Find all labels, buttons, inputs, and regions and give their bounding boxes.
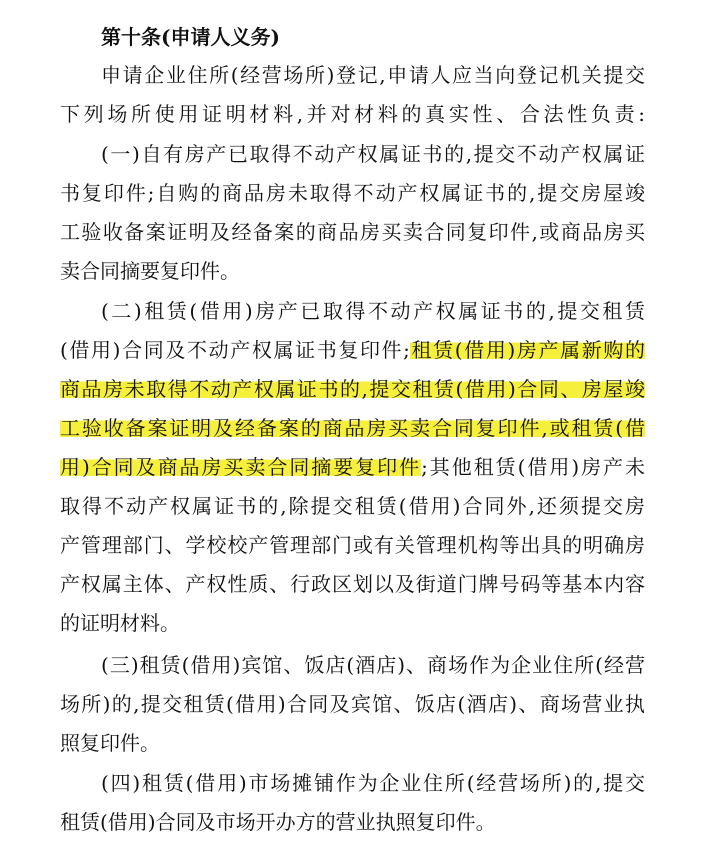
highlighted-text: 租赁(借用)房产属新购的 [409, 338, 646, 362]
intro-line: 下列场所使用证明材料,并对材料的真实性、合法性负责: [60, 102, 645, 126]
highlighted-text: 用)合同及商品房买卖合同摘要复印件 [60, 455, 422, 479]
item3-line: 场所)的,提交租赁(借用)合同及宾馆、饭店(酒店)、商场营业执 [60, 692, 645, 716]
item3-line: (三)租赁(借用)宾馆、饭店(酒店)、商场作为企业住所(经营 [101, 653, 645, 677]
item2-line [60, 448, 645, 486]
highlighted-text: 工验收备案证明及经备案的商品房买卖合同复印件,或租赁(借 [60, 416, 645, 440]
item1-line: 工验收备案证明及经备案的商品房买卖合同复印件,或商品房买 [60, 220, 645, 244]
item2-line: 的证明材料。 [60, 611, 180, 635]
item2-line: 产管理部门、学校校产管理部门或有关管理机构等出具的明确房 [60, 533, 645, 557]
item1-line: (一)自有房产已取得不动产权属证书的,提交不动产权属证 [101, 142, 645, 166]
item2-line [60, 409, 645, 447]
item2-line [60, 370, 645, 408]
item2-line: 产权属主体、产权性质、行政区划以及街道门牌号码等基本内容 [60, 572, 645, 596]
item1-line: 书复印件;自购的商品房未取得不动产权属证书的,提交房屋竣 [60, 181, 645, 205]
item1-line: 卖合同摘要复印件。 [60, 259, 240, 283]
item2-text: ;其他租赁(借用)房产未 [421, 455, 645, 479]
intro-line: 申请企业住所(经营场所)登记,申请人应当向登记机关提交 [101, 63, 645, 87]
item2-line [60, 331, 645, 369]
item2-line: (二)租赁(借用)房产已取得不动产权属证书的,提交租赁 [101, 299, 645, 323]
article-title: 第十条(申请人义务) [101, 25, 280, 49]
item4-line: (四)租赁(借用)市场摊铺作为企业住所(经营场所)的,提交 [101, 771, 645, 795]
item3-line: 照复印件。 [60, 731, 160, 755]
highlighted-text: 商品房未取得不动产权属证书的,提交租赁(借用)合同、房屋竣 [60, 377, 645, 401]
item4-line: 租赁(借用)合同及市场开办方的营业执照复印件。 [60, 810, 496, 834]
item2-text: (借用)合同及不动产权属证书复印件; [60, 338, 410, 362]
item2-line: 取得不动产权属证书的,除提交租赁(借用)合同外,还须提交房 [60, 494, 645, 518]
